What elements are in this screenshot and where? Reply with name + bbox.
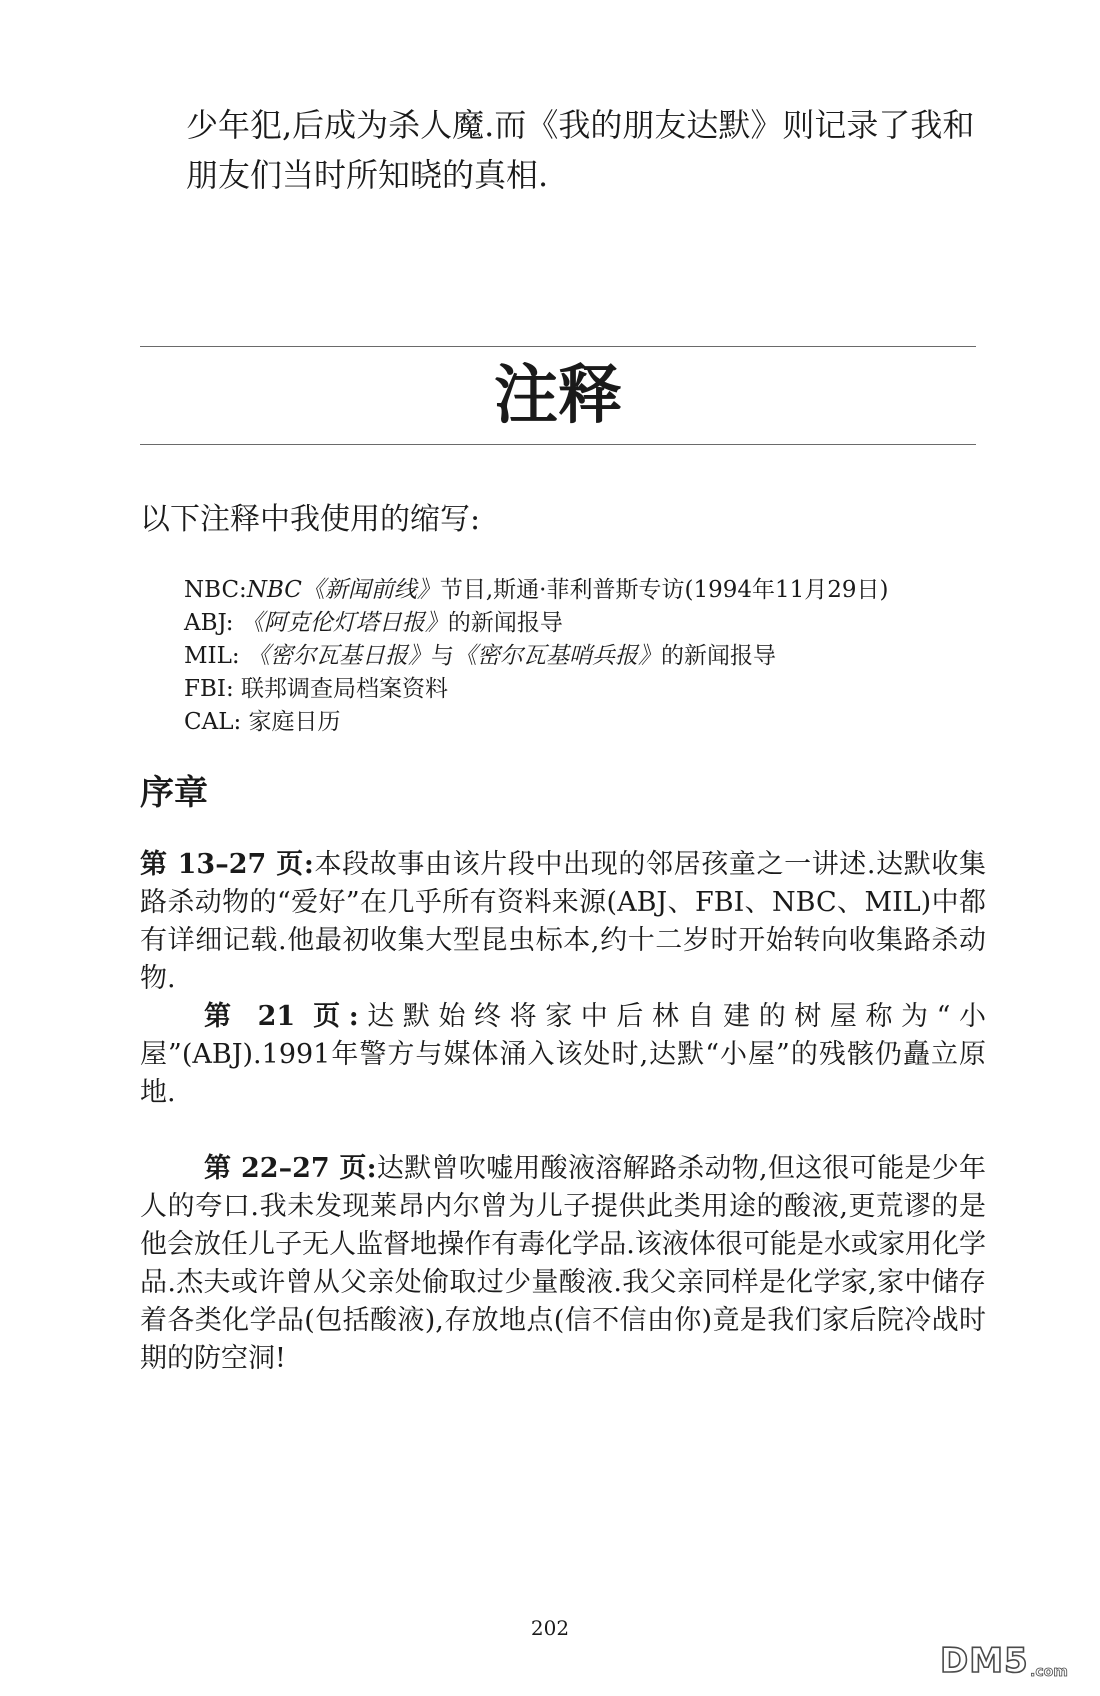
note-text: 本段故事由该片段中出现的邻居孩童之一讲述.达默收集路杀动物的“爱好”在几乎所有资料来源(ABJ、FBI、NBC、MIL)中都有详细记载.他最初收集大型昆虫标本,约十二岁时开始转向收集路杀动物. (140, 849, 986, 994)
abbreviations-list (184, 574, 889, 739)
intro-paragraph: 少年犯,后成为杀人魔.而《我的朋友达默》则记录了我和朋友们当时所知晓的真相. (186, 106, 975, 194)
abbreviation-description: 的新闻报导 (447, 610, 563, 636)
note-paragraph (140, 846, 986, 998)
abbreviation-item (184, 673, 889, 706)
abbreviation-code: MIL: (184, 643, 247, 669)
note-paragraph (140, 998, 986, 1112)
abbreviation-description: 联邦调查局档案资料 (241, 676, 449, 702)
abbreviation-item (184, 607, 889, 640)
note-text: 达默始终将家中后林自建的树屋称为“小屋”(ABJ).1991年警方与媒体涌入该处时,达默“小屋”的残骸仍矗立原地. (140, 1001, 986, 1108)
abbreviation-source: NBC《新闻前线》 (246, 577, 440, 603)
dm5-watermark-logo (938, 1640, 1078, 1680)
abbreviation-source: 《阿克伦灯塔日报》 (240, 610, 448, 636)
note-text: 达默曾吹嘘用酸液溶解路杀动物,但这很可能是少年人的夸口.我未发现莱昂内尔曾为儿子提供此类用途的酸液,更荒谬的是他会放任儿子无人监督地操作有毒化学品.该液体很可能是水或家用化学品.杰夫或许曾从父亲处偷取过少量酸液.我父亲同样是化学家,家中储存着各类化学品(包括酸液),存放地点(信不信由你)竟是我们家后院冷战时期的防空洞! (140, 1153, 986, 1374)
note-page-label: 第 21 页: (204, 1001, 359, 1032)
abbreviation-code: FBI: (184, 676, 242, 702)
abbreviation-item (184, 706, 889, 739)
note-page-label: 第 13–27 页: (140, 849, 314, 880)
abbreviation-source-2: 《密尔瓦基哨兵报》 (453, 643, 661, 669)
title-rule-top (140, 346, 976, 347)
abbreviation-description: 家庭日历 (248, 709, 341, 735)
abbreviation-connector: 与 (430, 643, 454, 669)
section-title: 注释 (494, 359, 622, 433)
abbreviation-source: 《密尔瓦基日报》 (246, 643, 431, 669)
page-number: 202 (530, 1616, 570, 1640)
title-rule-bottom (140, 444, 976, 445)
svg-text:DM5: DM5 (940, 1641, 1029, 1680)
abbreviation-code: CAL: (184, 709, 249, 735)
abbreviation-description: 的新闻报导 (660, 643, 776, 669)
abbreviation-code: NBC: (184, 577, 247, 603)
abbreviation-description: 节目,斯通·菲利普斯专访(1994年11月29日) (439, 577, 889, 603)
abbreviation-code: ABJ: (184, 610, 241, 636)
abbreviation-item (184, 574, 889, 607)
abbreviations-intro: 以下注释中我使用的缩写: (140, 502, 481, 537)
note-page-label: 第 22–27 页: (204, 1153, 377, 1184)
abbreviation-item (184, 640, 889, 673)
notes-body (140, 846, 986, 1378)
svg-text:.com: .com (1030, 1664, 1068, 1680)
chapter-heading: 序章 (140, 773, 208, 813)
note-paragraph (140, 1150, 986, 1378)
